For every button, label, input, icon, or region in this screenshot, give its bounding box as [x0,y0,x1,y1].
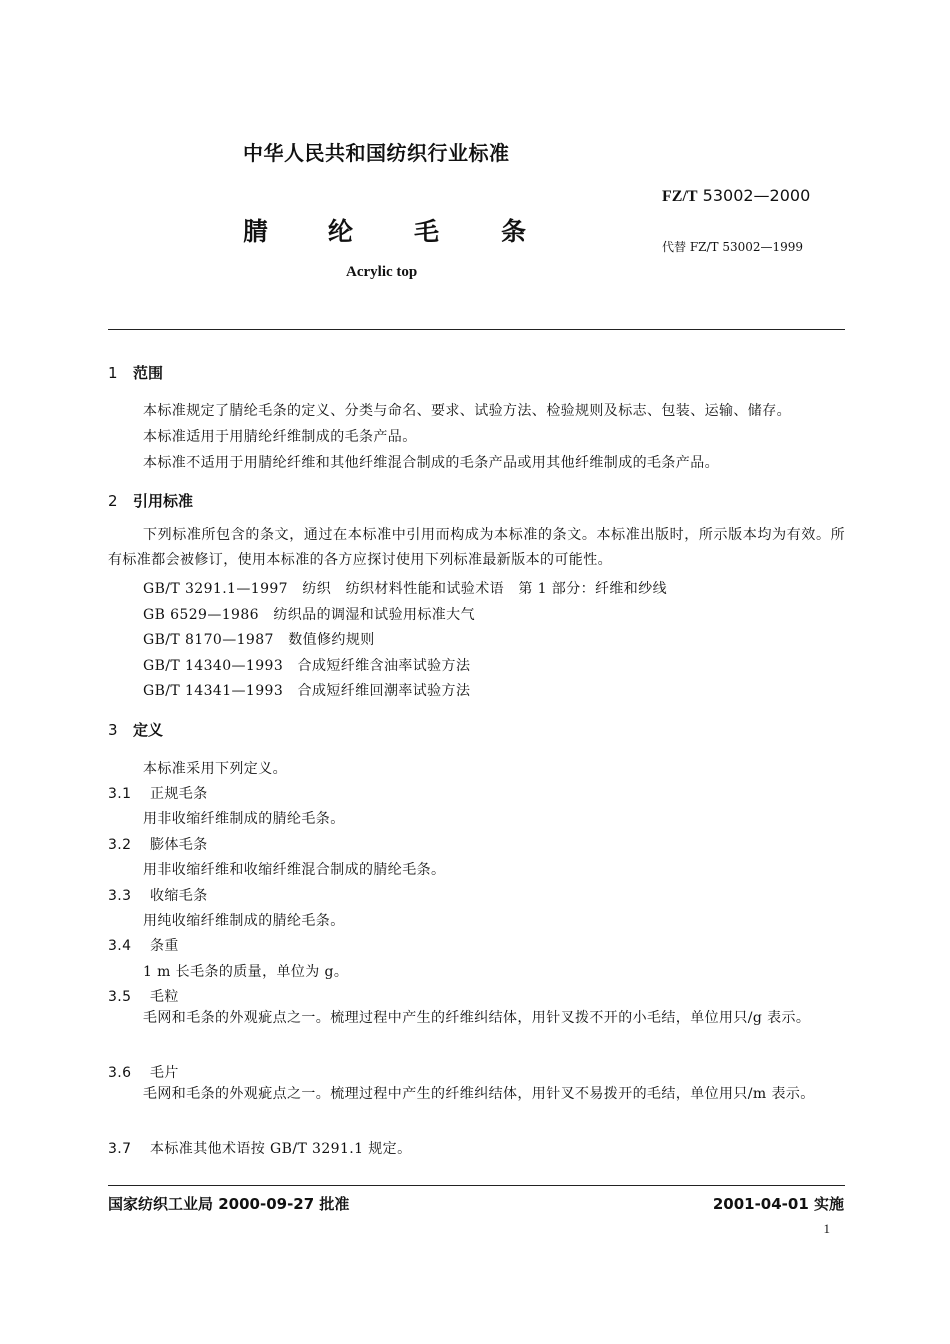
definition-3-2-text: 用非收缩纤维和收缩纤维混合制成的腈纶毛条。 [143,862,446,878]
standard-code [662,186,810,206]
clause-text: 本标准其他术语按 GB/T 3291.1 规定。 [150,1141,412,1157]
clause-number: 3.2 [108,837,132,853]
term: 条重 [150,938,179,954]
reference-item: GB/T 8170—1987 数值修约规则 [143,632,375,648]
definition-3-3-text: 用纯收缩纤维制成的腈纶毛条。 [143,913,345,929]
section-number: 1 [108,364,118,382]
document-title-char-4: 条 [501,217,527,246]
reference-item: GB/T 3291.1—1997 纺织 纺织材料性能和试验术语 第 1 部分：纤维和纱线 [143,581,667,597]
section-title: 定义 [133,721,164,739]
definition-3-5-text: 毛网和毛条的外观疵点之一。梳理过程中产生的纤维纠结体，用针叉拨不开的小毛结，单位用只/g 表示。 [143,1010,811,1026]
definition-3-6-term [108,1062,179,1082]
reference-item: GB 6529—1986 纺织品的调湿和试验用标准大气 [143,607,475,623]
standard-category-title: 中华人民共和国纺织行业标准 [243,141,510,165]
standard-code-number: 53002—2000 [702,186,811,205]
section-number: 2 [108,492,118,510]
section-title: 范围 [133,364,164,382]
section-2-intro: 下列标准所包含的条文，通过在本标准中引用而构成为本标准的条文。本标准出版时，所示版本均为有效。所有标准都会被修订，使用本标准的各方应探讨使用下列标准最新版本的可能性。 [108,527,845,568]
term: 正规毛条 [150,786,208,802]
section-3-heading [108,719,163,740]
section-1-paragraph-3: 本标准不适用于用腈纶纤维和其他纤维混合制成的毛条产品或用其他纤维制成的毛条产品。 [143,455,719,471]
definition-3-4-text: 1 m 长毛条的质量，单位为 g。 [143,964,349,980]
section-title: 引用标准 [133,492,194,510]
reference-item: GB/T 14341—1993 合成短纤维回潮率试验方法 [143,683,471,699]
document-title-char-2: 纶 [328,217,354,246]
document-title-english: Acrylic top [346,264,418,280]
term: 毛片 [150,1065,179,1081]
reference-item: GB/T 14340—1993 合成短纤维含油率试验方法 [143,658,471,674]
definition-3-1-term [108,783,208,803]
term: 毛粒 [150,989,179,1005]
clause-number: 3.6 [108,1065,132,1081]
section-1-paragraph-1: 本标准规定了腈纶毛条的定义、分类与命名、要求、试验方法、检验规则及标志、包装、运输、储存。 [143,403,791,419]
document-title-char-3: 毛 [414,217,440,246]
clause-number: 3.3 [108,888,132,904]
clause-number: 3.7 [108,1141,132,1157]
clause-number: 3.5 [108,989,132,1005]
section-2-heading [108,490,193,511]
header-divider [108,329,845,330]
definition-3-5-term [108,986,179,1006]
standard-code-prefix: FZ/T [662,188,698,205]
definition-3-3-term [108,885,208,905]
definition-3-1-text: 用非收缩纤维制成的腈纶毛条。 [143,811,345,827]
approval-date: 国家纺织工业局 2000-09-27 批准 [108,1195,350,1213]
definition-3-7 [108,1138,411,1158]
definition-3-4-term [108,935,179,955]
section-1-paragraph-2: 本标准适用于用腈纶纤维制成的毛条产品。 [143,429,417,445]
section-1-heading [108,362,163,383]
document-title-char-1: 腈 [243,217,269,246]
definition-3-2-term [108,834,208,854]
clause-number: 3.1 [108,786,132,802]
page-number: 1 [823,1221,830,1236]
term: 收缩毛条 [150,888,208,904]
section-3-intro: 本标准采用下列定义。 [143,761,287,777]
term: 膨体毛条 [150,837,208,853]
section-number: 3 [108,721,118,739]
effective-date: 2001-04-01 实施 [712,1195,844,1213]
definition-3-6-text: 毛网和毛条的外观疵点之一。梳理过程中产生的纤维纠结体，用针叉不易拨开的毛结，单位用只/m 表示。 [143,1086,815,1102]
clause-number: 3.4 [108,938,132,954]
footer-divider [108,1185,845,1186]
replaces-standard: 代替 FZ/T 53002—1999 [662,240,804,254]
